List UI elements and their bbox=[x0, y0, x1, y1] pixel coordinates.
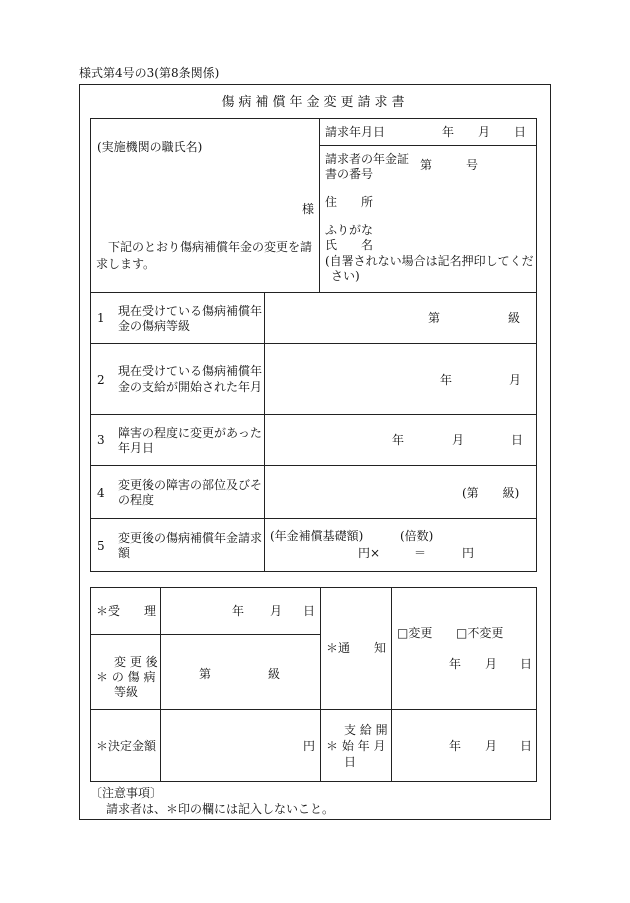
request-statement: 下記のとおり傷病補償年金の変更を請求します。 bbox=[96, 240, 313, 271]
cert-go[interactable]: 号 bbox=[466, 158, 479, 172]
item-number: 5 bbox=[97, 539, 105, 553]
honorific: 様 bbox=[302, 202, 315, 216]
base-amount-label: (年金補償基礎額) bbox=[270, 529, 364, 543]
start-year[interactable]: 年 bbox=[440, 373, 453, 387]
change-checkbox[interactable]: □変更 bbox=[397, 626, 433, 640]
cert-label-1: 請求者の年金証 bbox=[325, 152, 410, 166]
item-label: 金の支給が開始された年月 bbox=[118, 380, 263, 394]
signature-note-2: さい) bbox=[331, 269, 360, 283]
form-title: 傷病補償年金変更請求書 bbox=[221, 95, 409, 110]
base-amount-field[interactable]: 円× bbox=[358, 546, 381, 560]
item-number: 2 bbox=[97, 373, 105, 387]
item-number: 1 bbox=[97, 311, 105, 325]
office-grade-label-1: 変 更 後 bbox=[114, 655, 158, 669]
start-label-3: 日 bbox=[344, 755, 357, 769]
equals-sign: ＝ bbox=[414, 546, 427, 560]
change-month[interactable]: 月 bbox=[452, 433, 465, 447]
item-number: 4 bbox=[97, 486, 105, 500]
request-date-month[interactable]: 月 bbox=[478, 125, 491, 139]
request-date-label: 請求年月日 bbox=[325, 125, 386, 139]
payment-start-day[interactable]: 日 bbox=[520, 739, 533, 753]
cert-label-2: 書の番号 bbox=[325, 167, 374, 181]
item-label: の程度 bbox=[118, 493, 155, 507]
office-grade-kyu[interactable]: 級 bbox=[268, 667, 281, 681]
item-label: 障害の程度に変更があった bbox=[118, 426, 262, 440]
change-day[interactable]: 日 bbox=[511, 433, 524, 447]
start-label-1: 支 給 開 bbox=[344, 723, 388, 737]
furigana-label: ふりがな bbox=[325, 223, 374, 237]
total-amount-field[interactable]: 円 bbox=[462, 546, 475, 560]
payment-start-year[interactable]: 年 bbox=[449, 739, 462, 753]
receipt-year[interactable]: 年 bbox=[232, 604, 245, 618]
change-year[interactable]: 年 bbox=[392, 433, 405, 447]
request-date-year[interactable]: 年 bbox=[442, 125, 455, 139]
signature-note-1: (自署されない場合は記名押印してくだ bbox=[325, 254, 534, 268]
office-grade-label-2: ＊ の 傷 病 bbox=[96, 670, 156, 684]
decided-amount-label: ＊決定金額 bbox=[96, 739, 157, 753]
form-number: 様式第4号の3(第8条関係) bbox=[79, 66, 220, 80]
multiplier-label: (倍数) bbox=[400, 529, 434, 543]
request-date-day[interactable]: 日 bbox=[514, 125, 527, 139]
item-label: 現在受けている傷病補償年 bbox=[118, 304, 263, 318]
receipt-label: ＊受 理 bbox=[96, 604, 157, 618]
notice-month[interactable]: 月 bbox=[485, 657, 498, 671]
item-label: 額 bbox=[118, 546, 131, 560]
cert-dai[interactable]: 第 bbox=[420, 158, 433, 172]
grade-kyu[interactable]: 級 bbox=[508, 311, 521, 325]
grade-dai[interactable]: 第 bbox=[428, 311, 441, 325]
receipt-month[interactable]: 月 bbox=[270, 604, 283, 618]
notice-year[interactable]: 年 bbox=[449, 657, 462, 671]
notice-label: ＊通 知 bbox=[326, 641, 387, 655]
notes-text: 請求者は、＊印の欄には記入しないこと。 bbox=[106, 802, 335, 816]
decided-amount-yen[interactable]: 円 bbox=[303, 739, 316, 753]
notice-day[interactable]: 日 bbox=[520, 657, 533, 671]
item-label: 変更後の障害の部位及びそ bbox=[118, 478, 263, 492]
no-change-checkbox[interactable]: □不変更 bbox=[456, 626, 504, 640]
item-number: 3 bbox=[97, 433, 105, 447]
item-label: 現在受けている傷病補償年 bbox=[118, 364, 263, 378]
item-label: 年月日 bbox=[118, 441, 155, 455]
address-label[interactable]: 住 所 bbox=[325, 195, 374, 209]
item-label: 変更後の傷病補償年金請求 bbox=[118, 531, 263, 545]
item-label: 金の傷病等級 bbox=[118, 319, 191, 333]
recipient-label: (実施機関の職氏名) bbox=[97, 140, 203, 154]
office-grade-dai[interactable]: 第 bbox=[199, 667, 212, 681]
new-grade[interactable]: (第 級) bbox=[462, 486, 520, 500]
notes-heading: 〔注意事項〕 bbox=[90, 786, 163, 800]
start-label-2: ＊ 始 年 月 bbox=[326, 739, 386, 753]
office-grade-label-3: 等級 bbox=[114, 685, 139, 699]
receipt-day[interactable]: 日 bbox=[303, 604, 316, 618]
payment-start-month[interactable]: 月 bbox=[485, 739, 498, 753]
name-label[interactable]: 氏 名 bbox=[325, 238, 374, 252]
start-month[interactable]: 月 bbox=[509, 373, 522, 387]
